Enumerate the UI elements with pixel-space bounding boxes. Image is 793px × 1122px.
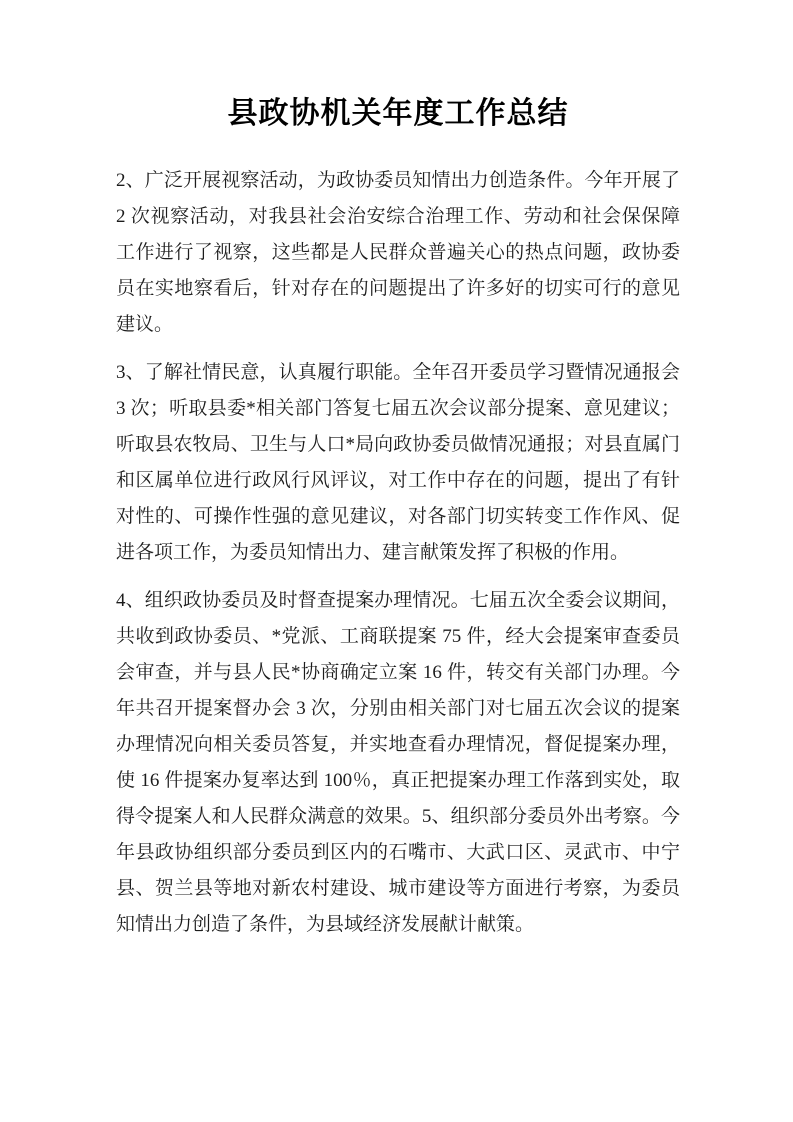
paragraph-proposal-supervision: 4、组织政协委员及时督查提案办理情况。七届五次全委会议期间，共收到政协委员、*党派、工商联提案 75 件，经大会提案审查委员会审查，并与县人民*协商确定立案 16 件，转交有关部门办理。今年共召开提案督办会 3 次，分别由相关部门对七届五次会议的提案办理情况向相关委员答复，并实地查看办理情况，督促提案办理，使 16 件提案办复率达到 100％，真正把提案办理工作落到实处，取得令提案人和人民群众满意的效果。5、组织部分委员外出考察。今年县政协组织部分委员到区内的石嘴市、大武口区、灵武市、中宁县、贺兰县等地对新农村建设、城市建设等方面进行考察，为委员知情出力创造了条件，为县域经济发展献计献策。 (116, 590, 680, 935)
document-title: 县政协机关年度工作总结 (227, 97, 569, 130)
paragraph-public-opinion: 3、了解社情民意，认真履行职能。全年召开委员学习暨情况通报会 3 次；听取县委*相关部门答复七届五次会议部分提案、意见建议；听取县农牧局、卫生与人口*局向政协委员做情况通报；对县直属门和区属单位进行政风行风评议，对工作中存在的问题，提出了有针对性的、可操作性强的意见建议，对各部门切实转变工作作风、促进各项工作，为委员知情出力、建言献策发挥了积极的作用。 (116, 362, 680, 563)
paragraph-inspection-activities: 2、广泛开展视察活动，为政协委员知情出力创造条件。今年开展了 2 次视察活动，对我县社会治安综合治理工作、劳动和社会保保障工作进行了视察，这些都是人民群众普遍关心的热点问题，政协委员在实地察看后，针对存在的问题提出了许多好的切实可行的意见建议。 (116, 170, 680, 335)
